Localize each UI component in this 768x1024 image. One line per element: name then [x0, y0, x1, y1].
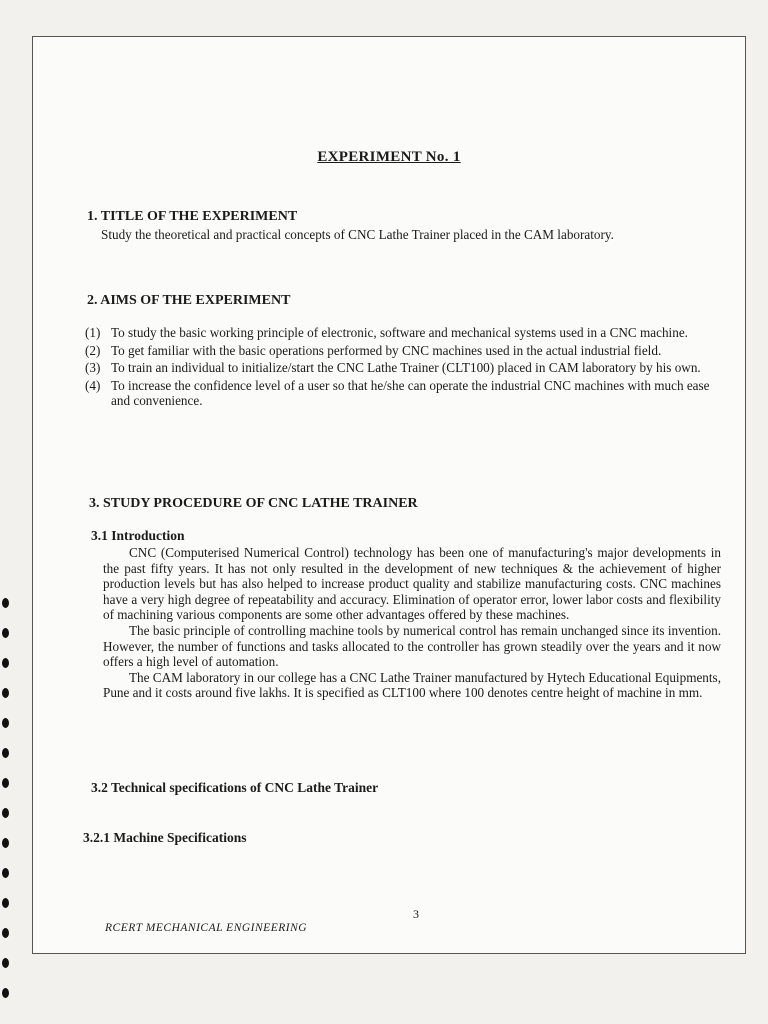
binding-hole: [2, 688, 9, 698]
binding-hole: [2, 988, 9, 998]
section-1-heading: 1. TITLE OF THE EXPERIMENT: [87, 209, 298, 224]
aim-item: [85, 343, 725, 359]
binding-hole: [2, 778, 9, 788]
binding-hole: [2, 868, 9, 878]
binding-hole: [2, 808, 9, 818]
section-3-2-1-heading: 3.2.1 Machine Specifications: [83, 830, 247, 845]
binding-hole: [2, 598, 9, 608]
binding-hole: [2, 838, 9, 848]
binding-hole: [2, 658, 9, 668]
document-title: EXPERIMENT No. 1: [317, 149, 461, 165]
aim-text: To study the basic working principle of electronic, software and mechanical systems used in a CNC machine.: [111, 325, 688, 340]
aim-item: [85, 360, 725, 376]
section-2-heading: 2. AIMS OF THE EXPERIMENT: [87, 293, 291, 308]
introduction-text: [103, 545, 721, 701]
binding-hole: [2, 628, 9, 638]
aim-number: (4): [85, 377, 101, 393]
aim-text: To train an individual to initialize/start the CNC Lathe Trainer (CLT100) placed in CAM laboratory by his own.: [111, 360, 701, 376]
aim-number: (3): [85, 360, 101, 376]
aims-list: [85, 325, 725, 411]
binding-hole: [2, 748, 9, 758]
section-3-1-heading: 3.1 Introduction: [91, 528, 185, 543]
aim-item: [85, 325, 725, 341]
section-3-2-heading: 3.2 Technical specifications of CNC Lathe Trainer: [91, 780, 379, 795]
binding-hole: [2, 928, 9, 938]
page-footer: RCERT MECHANICAL ENGINEERING: [105, 922, 308, 934]
introduction-paragraph: The basic principle of controlling machine tools by numerical control has remain unchanged since its invention. However, the number of functions and tasks allocated to the controller has grown steadily over the years and it now offers a high level of automation.: [103, 622, 721, 670]
aim-text: To increase the confidence level of a user so that he/she can operate the industrial CNC machines with much ease and convenience.: [111, 377, 710, 409]
introduction-paragraph: The CAM laboratory in our college has a CNC Lathe Trainer manufactured by Hytech Educational Equipments, Pune and it costs around five lakhs. It is specified as CLT100 where 100 denotes centre height of machine in mm.: [103, 669, 721, 701]
section-1-text: Study the theoretical and practical concepts of CNC Lathe Trainer placed in the CAM laboratory.: [101, 227, 614, 242]
aim-number: (2): [85, 342, 101, 358]
binding-hole: [2, 718, 9, 728]
section-3-heading: 3. STUDY PROCEDURE OF CNC LATHE TRAINER: [89, 496, 418, 511]
binding-holes: [0, 0, 12, 1024]
page-number: 3: [413, 907, 419, 921]
aim-number: (1): [85, 325, 101, 340]
introduction-paragraph: CNC (Computerised Numerical Control) technology has been one of manufacturing's major developments in the past fifty years. It has not only resulted in the development of new techniques & the achievement of higher production levels but has also helped to increase product quality and stabilize manufacturing costs. CNC machines have a very high degree of repeatability and accuracy. Elimination of operator error, lower labor costs and flexibility of machining various components are some other advantages offered by these machines.: [103, 545, 721, 623]
page-frame: [32, 36, 746, 954]
binding-hole: [2, 898, 9, 908]
aim-text: To get familiar with the basic operations performed by CNC machines used in the actual industrial field.: [111, 342, 662, 358]
aim-item: [85, 378, 725, 409]
binding-hole: [2, 958, 9, 968]
